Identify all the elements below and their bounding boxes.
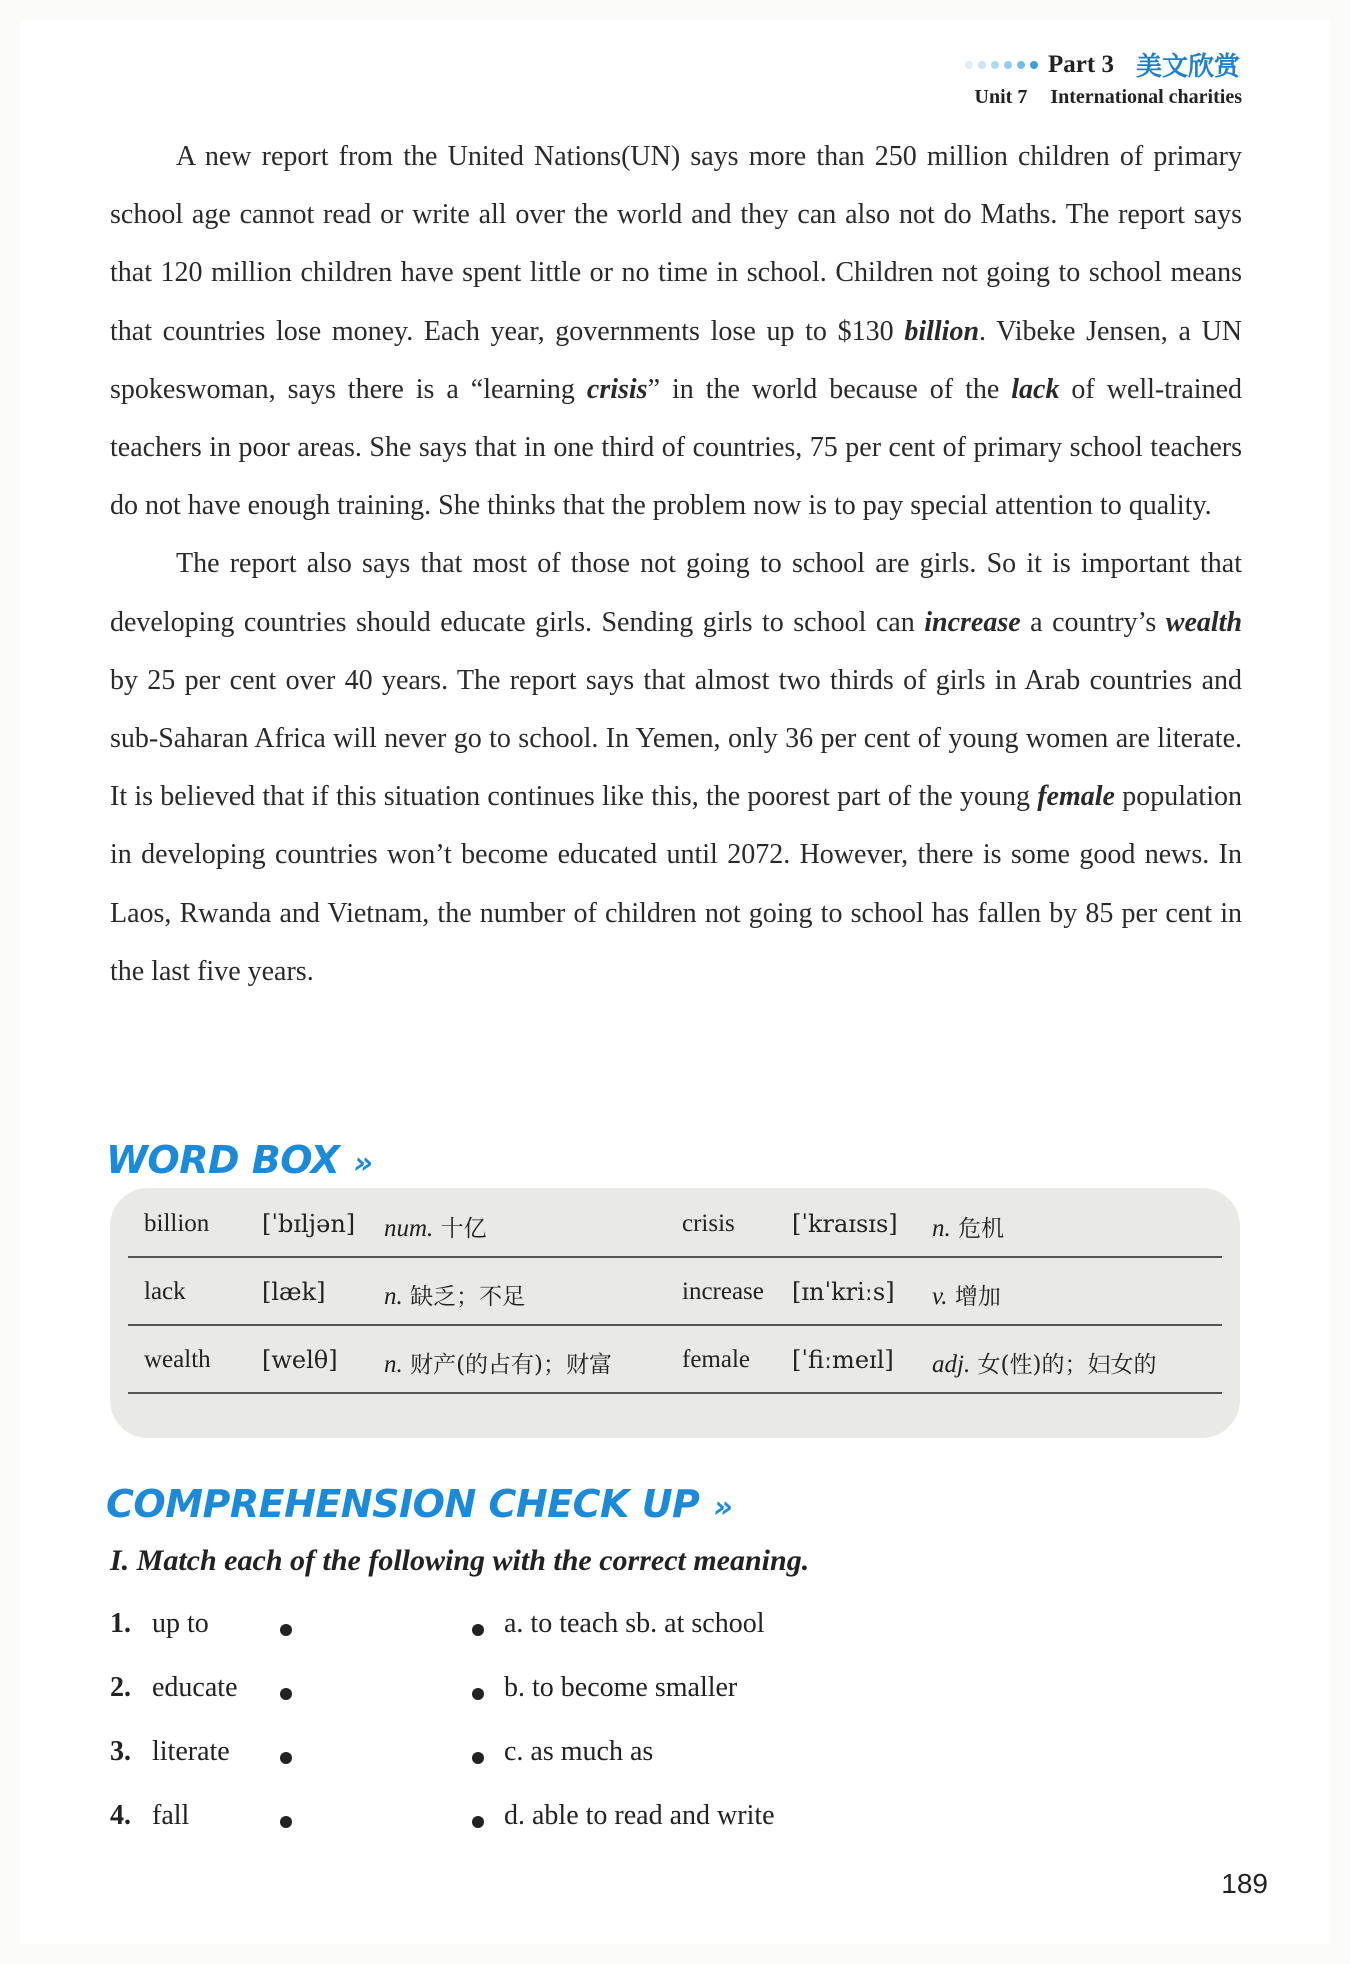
unit-label: Unit 7 [974, 86, 1028, 108]
passage-text: . Vibeke Jensen, a UN spokeswoman, says there is a “learning [110, 315, 1243, 405]
item-term: literate [152, 1736, 230, 1767]
paragraph-2 [110, 535, 1242, 1001]
page-number: 189 [1221, 1868, 1268, 1899]
right-match-dot[interactable] [472, 1752, 484, 1764]
vocabulary-keyword: billion [904, 315, 980, 347]
word: billion [144, 1210, 210, 1237]
item-number: 1. [110, 1608, 131, 1639]
match-item [110, 1672, 1010, 1712]
item-meaning: c. as much as [504, 1736, 654, 1767]
word: lack [144, 1278, 186, 1305]
double-chevron-icon: » [713, 1490, 733, 1525]
vocabulary-keyword: lack [1011, 373, 1060, 405]
unit-title: International charities [1050, 86, 1242, 108]
left-match-dot[interactable] [280, 1624, 292, 1636]
vocabulary-keyword: crisis [586, 373, 648, 405]
right-match-dot[interactable] [472, 1816, 484, 1828]
dot-icon [1017, 61, 1025, 69]
vocabulary-keyword: increase [924, 606, 1021, 638]
word-row-3 [128, 1324, 1222, 1394]
running-header [965, 46, 1240, 83]
definition: adj. 女(性)的；妇女的 [932, 1351, 1157, 1378]
decorative-dots [965, 61, 1038, 69]
part-label: Part 3 [1048, 50, 1114, 78]
pronunciation: [ɪnˈkriːs] [792, 1278, 895, 1306]
comprehension-title: COMPREHENSION CHECK UP [106, 1482, 700, 1526]
pronunciation: [ˈbɪljən] [262, 1210, 356, 1238]
pronunciation: [welθ] [262, 1346, 338, 1374]
item-term: fall [152, 1800, 190, 1831]
reading-passage [110, 128, 1242, 1001]
dot-icon [1004, 61, 1012, 69]
vocabulary-keyword: female [1037, 781, 1115, 813]
unit-header [975, 86, 1242, 109]
item-meaning: b. to become smaller [504, 1672, 738, 1703]
pronunciation: [ˈkraɪsɪs] [792, 1210, 898, 1238]
match-item [110, 1800, 1010, 1840]
dot-icon [1030, 61, 1038, 69]
item-term: educate [152, 1672, 238, 1703]
word-box-heading [106, 1138, 372, 1182]
right-match-dot[interactable] [472, 1624, 484, 1636]
left-match-dot[interactable] [280, 1752, 292, 1764]
item-meaning: d. able to read and write [504, 1800, 775, 1831]
exercise-instruction: I. Match each of the following with the correct meaning. [110, 1544, 810, 1577]
definition: v. 增加 [932, 1283, 1001, 1310]
definition: num. 十亿 [384, 1215, 487, 1242]
dot-icon [991, 61, 999, 69]
match-item [110, 1736, 1010, 1776]
dot-icon [965, 61, 973, 69]
item-number: 3. [110, 1736, 131, 1767]
passage-text: The report also says that most of those not going to school are girls. So it is important that developing countries should educate girls. Sending girls to school can [110, 548, 1242, 638]
left-match-dot[interactable] [280, 1688, 292, 1700]
item-number: 2. [110, 1672, 131, 1703]
passage-text: A new report from the United Nations(UN) says more than 250 million children of primary school age cannot read or write all over the world and they can also not do Maths. The report says that 120 million children have spent little or no time in school. Children not going to school means that countries lose money. Each year, governments lose up to $130 [110, 141, 1242, 347]
word-box-title: WORD BOX [106, 1138, 340, 1182]
item-number: 4. [110, 1800, 131, 1831]
word-box [110, 1188, 1240, 1438]
double-chevron-icon: » [353, 1146, 373, 1181]
definition: n. 缺乏；不足 [384, 1283, 526, 1310]
match-item [110, 1608, 1010, 1648]
paragraph-1 [110, 128, 1242, 535]
word: crisis [682, 1210, 735, 1237]
word: increase [682, 1278, 764, 1305]
word-row-1 [128, 1188, 1222, 1258]
item-term: up to [152, 1608, 209, 1639]
pronunciation: [ˈfiːmeɪl] [792, 1346, 894, 1374]
definition: n. 危机 [932, 1215, 1005, 1242]
left-match-dot[interactable] [280, 1816, 292, 1828]
word-row-2 [128, 1256, 1222, 1326]
passage-text: a country’s [1020, 606, 1166, 638]
pronunciation: [læk] [262, 1278, 326, 1306]
passage-text: population in developing countries won’t become educated until 2072. However, there is some good news. In Laos, Rwanda and Vietnam, the number of children not going to school has fallen by 85 per cent in the last five years. [110, 781, 1242, 987]
passage-text: by 25 per cent over 40 years. The report says that almost two thirds of girls in Arab countries and sub-Saharan Africa will never go to school. In Yemen, only 36 per cent of young women are literate. It is believed that if this situation continues like this, the poorest part of the young [110, 664, 1242, 813]
word: female [682, 1346, 751, 1373]
item-meaning: a. to teach sb. at school [504, 1608, 765, 1639]
passage-text: of well-trained teachers in poor areas. She says that in one third of countries, 75 per cent of primary school teachers do not have enough training. She thinks that the problem now is to pay special attention to quality. [110, 373, 1242, 522]
vocabulary-keyword: wealth [1165, 606, 1243, 638]
passage-text: ” in the world because of the [647, 373, 1012, 405]
part-title: 美文欣赏 [1135, 52, 1240, 82]
definition: n. 财产(的占有)；财富 [384, 1351, 613, 1378]
dot-icon [978, 61, 986, 69]
word: wealth [144, 1346, 211, 1373]
right-match-dot[interactable] [472, 1688, 484, 1700]
comprehension-heading [106, 1482, 732, 1526]
